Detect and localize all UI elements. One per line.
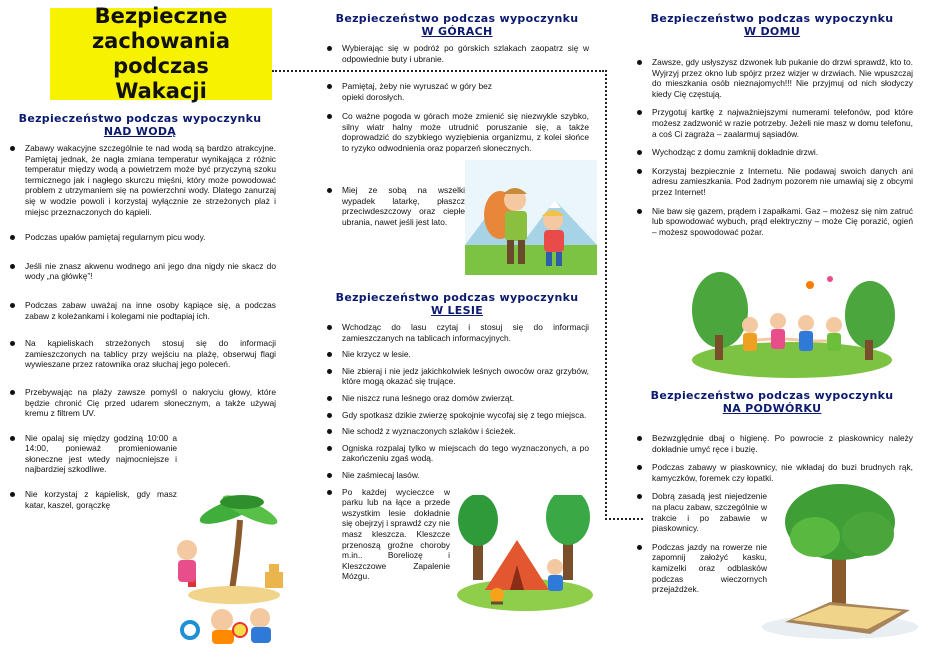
- title-line-2: zachowania podczas: [91, 29, 231, 78]
- list-item: Bezwzględnie dbaj o higienę. Po powrocie z piaskownicy należy dokładnie umyć ręce i buzię.: [635, 433, 913, 454]
- list-item: Jeśli nie znasz akwenu wodnego ani jego dna nigdy nie skacz do wody „na główkę”!: [8, 261, 276, 282]
- mountains-rules-list: [325, 43, 589, 110]
- list-item: Nie baw się gazem, prądem i zapałkami. Gaz – możesz się nim zatruć lub spowodować wybuch, prąd elektryczny – może Cię porazić, ogień – możesz spowodować pożar.: [635, 206, 913, 238]
- list-item: Nie opalaj się między godziną 10:00 a 14:00, ponieważ promieniowanie słoneczne jest wtedy najmocniejsze i najbardziej szkodliwe.: [8, 433, 177, 475]
- list-item: Przebywając na plaży zawsze pomyśl o nakryciu głowy, które będzie chronić Cię przed udarem słonecznym, a także używaj kremu z filtrem UV.: [8, 387, 276, 419]
- tree-sandbox-illustration: [760, 482, 920, 642]
- list-item: Korzystaj bezpiecznie z Internetu. Nie podawaj swoich danych ani adresu zamieszkania. Pod żadnym pozorem nie umawiaj się z obcymi przez Internet!: [635, 166, 913, 198]
- hikers-illustration: [465, 160, 597, 275]
- kids-playing-illustration: [690, 255, 895, 380]
- dotted-connector: [605, 70, 607, 520]
- title-line-3: Wakacji: [115, 79, 207, 103]
- list-item: Nie zbieraj i nie jedz jakichkolwiek leśnych owoców oraz grzybów, które mogą okazać się trujące.: [325, 366, 589, 387]
- list-item: Zawsze, gdy usłyszysz dzwonek lub pukanie do drzwi sprawdź, kto to. Wyjrzyj przez okno lub spójrz przez wizjer w drzwiach. Nie wpuszczaj do mieszkania osób nieznajomych!!! Nie przyjmuj od nich słodyczy kiedy Cię częstują.: [635, 57, 913, 99]
- list-item: Gdy spotkasz dzikie zwierzę spokojnie wycofaj się z tego miejsca.: [325, 410, 589, 421]
- list-item: Podczas upałów pamiętaj regularnym picu wody.: [8, 232, 276, 243]
- list-item: Zabawy wakacyjne szczególnie te nad wodą są bardzo atrakcyjne. Pamiętaj jednak, że nagła zmiana temperatur wynikająca z różnic temperatur między wodą a powietrzem może być przyczyną szoku termicznego jak i nagłego skurczu mięśni, który może powodować problem z utrzymaniem się na powierzchni wody. Dlatego zanurzaj się w wodzie powoli i korzystaj wyłącznie ze strzeżonych plaż i miejsc przeznaczonych do kąpieli.: [8, 143, 276, 217]
- list-item: Dobrą zasadą jest niejedzenie na placu zabaw, szczególnie w trakcie i po zabawie w piaskownicy.: [635, 491, 767, 533]
- list-item: Co ważne pogoda w górach może zmienić się niezwykle szybko, silny wiatr halny może utrudnić poruszanie się, a także doprowadzić do szybkiego wyziębienia organizmu, z kolei słońce to ryzyko odwodnienia oraz poparzeń słonecznych.: [325, 111, 589, 153]
- list-item: Wychodząc z domu zamknij dokładnie drzwi.: [635, 147, 913, 158]
- list-item: Nie korzystaj z kąpielisk, gdy masz katar, kaszel, gorączkę: [8, 489, 177, 510]
- yard-section-heading: Bezpieczeństwo podczas wypoczynku NA PODWÓRKU: [650, 389, 894, 415]
- list-item: Nie krzycz w lesie.: [325, 349, 589, 360]
- list-item: Podczas zabawy w piaskownicy, nie wkładaj do buzi brudnych rąk, kamyczków, foremek czy łopatki.: [635, 462, 913, 483]
- list-item: Nie zaśmiecaj lasów.: [325, 470, 589, 481]
- mountains-rules-list-3: [325, 185, 465, 227]
- list-item: Nie schodź z wyznaczonych szlaków i ścieżek.: [325, 426, 589, 437]
- water-rules-list: [8, 143, 276, 510]
- home-rules-list: [635, 57, 913, 237]
- list-item: Wchodząc do lasu czytaj i stosuj się do informacji zamieszczanych na tablicach informacyjnych.: [325, 322, 589, 343]
- list-item: Ogniska rozpalaj tylko w miejscach do tego wyznaczonych, a po zakończeniu zgaś wodą.: [325, 443, 589, 464]
- list-item: Wybierając się w podróż po górskich szlakach zaopatrz się w odpowiednie buty i ubranie.: [325, 43, 589, 64]
- list-item: Podczas zabaw uważaj na inne osoby kąpiące się, a podczas zabaw z koleżankami i kolegami nie podtapiaj ich.: [8, 300, 276, 321]
- camping-illustration: [455, 495, 595, 615]
- list-item: Na kąpieliskach strzeżonych stosuj się do informacji zamieszczonych na tablicy przy wejściu na plażę, obserwuj flagi wywieszane przez ratownika oraz słuchaj jego poleceń.: [8, 338, 276, 370]
- list-item: Miej ze sobą na wszelki wypadek latarkę, płaszcz przeciwdeszczowy oraz ciepłe ubrania, nawet jeśli jest lato.: [325, 185, 465, 227]
- leaflet-title: [50, 4, 272, 103]
- beach-illustration: [170, 480, 298, 645]
- list-item: Pamiętaj, żeby nie wyruszać w góry bez opieki dorosłych.: [325, 81, 492, 102]
- list-item: Nie niszcz runa leśnego oraz domów zwierząt.: [325, 393, 589, 404]
- list-item: Przygotuj kartkę z najważniejszymi numerami telefonów, pod które możesz zadzwonić w razie potrzeby. Jeżeli nie masz w domu telefonu, a coś Ci zagraża – zaalarmuj sąsiadów.: [635, 107, 913, 139]
- water-section-heading: Bezpieczeństwo podczas wypoczynku NAD WODĄ: [18, 112, 262, 138]
- mountains-section-heading: Bezpieczeństwo podczas wypoczynku W GÓRACH: [335, 12, 579, 38]
- list-item: Po każdej wycieczce w parku lub na łące a przede wszystkim lesie dokładnie się obejrzyj i sprawdź czy nie masz kleszcza. Kleszcze przenoszą groźne choroby m.in.. Boreliozę i Kleszczowe Zapalenie Mózgu.: [325, 487, 450, 582]
- mountains-rules-list-2: [325, 111, 589, 161]
- home-section-heading: Bezpieczeństwo podczas wypoczynku W DOMU: [650, 12, 894, 38]
- forest-section-heading: Bezpieczeństwo podczas wypoczynku W LESIE: [335, 291, 579, 317]
- title-line-1: Bezpieczne: [94, 4, 228, 28]
- list-item: Podczas jazdy na rowerze nie zapomnij założyć kasku, kamizelki oraz odblasków podczas wieczornych przejażdżek.: [635, 542, 767, 595]
